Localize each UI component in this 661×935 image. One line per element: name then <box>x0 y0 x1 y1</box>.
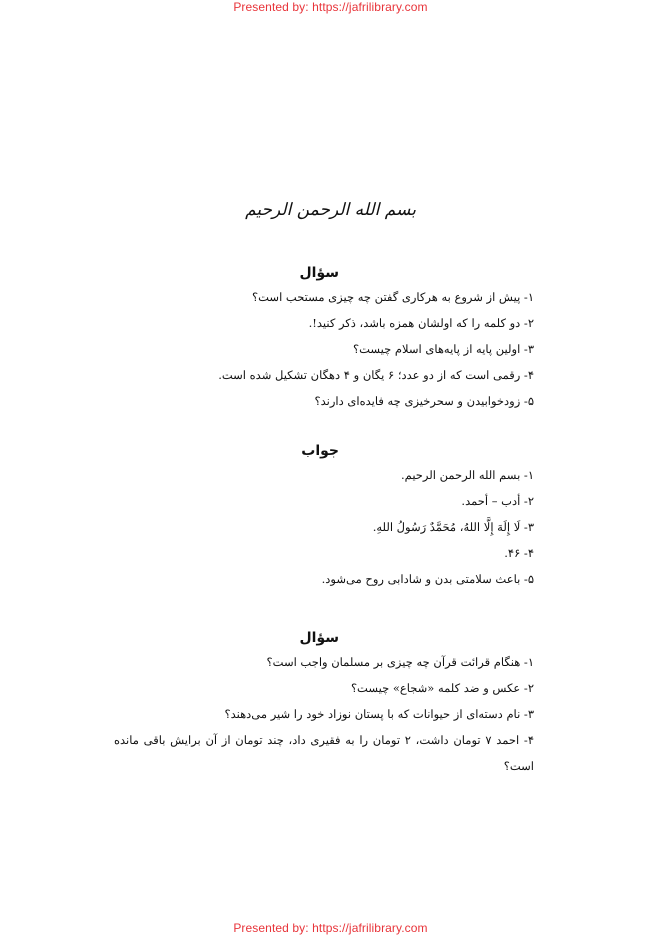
question-item-3: ۳- اولین پایه از پایه‌های اسلام چیست؟ <box>353 342 534 356</box>
answer-item-3: ۳- لَا إِلَهَ إِلَّا اللهُ، مُحَمَّدٌ رَسُولُ اللهِ. <box>372 520 534 534</box>
question-item-4: ۴- رقمی است که از دو عدد؛ ۶ یگان و ۴ دهگان تشکیل شده است. <box>218 368 534 382</box>
question-item-5: ۵- زودخوابیدن و سحرخیزی چه فایده‌ای دارند؟ <box>314 394 534 408</box>
question2-item-3: ۳- نام دسته‌ای از حیوانات که با پستان نوزاد خود را شیر می‌دهند؟ <box>224 707 534 721</box>
question-item-2: ۲- دو کلمه را که اولشان همزه باشد، ذکر کنید!. <box>308 316 534 330</box>
section-heading-question-1: سؤال <box>299 265 339 281</box>
watermark-top: Presented by: https://jafrilibrary.com <box>233 0 428 14</box>
watermark-bottom: Presented by: https://jafrilibrary.com <box>233 921 428 935</box>
question-item-1: ۱- پیش از شروع به هرکاری گفتن چه چیزی مستحب است؟ <box>252 290 534 304</box>
answer-item-4: ۴- ۴۶. <box>504 546 534 560</box>
question2-item-4: ۴- احمد ۷ تومان داشت، ۲ تومان را به فقیری داد، چند تومان از آن برایش باقی مانده است؟ <box>114 733 535 773</box>
question2-item-2: ۲- عکس و ضد کلمه «شجاع» چیست؟ <box>350 681 534 695</box>
section-heading-question-2: سؤال <box>299 630 339 646</box>
answer-item-2: ۲- أدب – أحمد. <box>461 494 534 508</box>
bismillah-calligraphy: بسم الله الرحمن الرحیم <box>245 200 416 220</box>
question-section-2 <box>114 627 534 779</box>
question2-item-1: ۱- هنگام قرائت قرآن چه چیزی بر مسلمان واجب است؟ <box>266 655 534 669</box>
section-heading-answer: جواب <box>301 443 339 459</box>
answer-section <box>114 440 534 592</box>
answer-item-5: ۵- باعث سلامتی بدن و شادابی روح می‌شود. <box>321 572 534 586</box>
answer-item-1: ۱- بسم الله الرحمن الرحیم. <box>401 468 534 482</box>
question-section-1 <box>114 262 534 414</box>
